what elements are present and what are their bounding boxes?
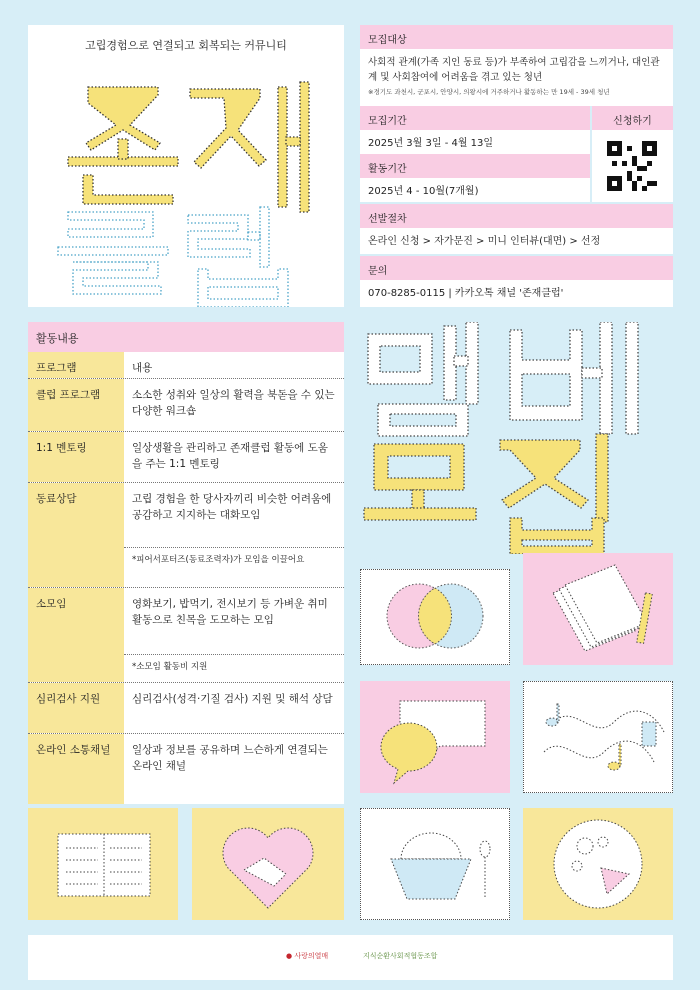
apply-label: 신청하기 [592,106,673,130]
hero-panel [28,25,344,307]
logo1-text: 사랑의열매 [294,952,329,960]
papers-pencil-icon [523,553,673,665]
tile-snacks [523,808,673,920]
tile-heart [192,808,344,920]
row-name: 1:1 멘토링 [28,432,124,482]
venn-icon [361,570,508,663]
row-desc: 영화보기, 밥먹기, 전시보기 등 가벼운 취미활동으로 친목을 도모하는 모임 [124,588,344,654]
speech-bubble-icon [360,681,510,793]
snack-plate-icon [523,808,673,920]
qr-code-icon[interactable] [607,141,657,191]
target-label: 모집대상 [360,25,673,49]
activity-period-value: 2025년 4 - 10월(7개월) [360,178,590,202]
row-name: 심리검사 지원 [28,683,124,733]
row-name: 동료상담 [28,483,124,587]
tile-venn [360,569,510,665]
row-desc: 고립 경험을 한 당사자끼리 비슷한 어려움에 공감하고 지지하는 대화모임 [124,483,344,547]
period-value: 2025년 3월 3일 - 4월 13일 [360,130,590,154]
footer [28,935,673,980]
logo-sarang [286,951,328,961]
activity-table [28,322,344,804]
apply-qr-area [592,130,673,202]
heart-handshake-icon [192,808,344,920]
target-section [360,49,673,106]
selection-value: 온라인 신청 > 자가문진 > 미니 인터뷰(대면) > 선정 [360,228,673,254]
contact-value: 070-8285-0115 | 카카오톡 채널 '존재클럽' [360,280,673,307]
member-recruit-title [360,322,673,554]
row-desc: 일상과 정보를 공유하며 느슨하게 연결되는 온라인 채널 [124,734,344,804]
contact-label: 문의 [360,256,673,280]
hero-subtitle: 고립경험으로 연결되고 회복되는 커뮤니티 [85,39,287,52]
row-name: 온라인 소통채널 [28,734,124,804]
selection-label: 선발절차 [360,204,673,228]
music-notes-icon [524,682,671,791]
tile-bowl [360,808,510,920]
target-text: 사회적 관계(가족 지인 동료 등)가 부족하여 고립감을 느끼거나, 대인관계 및 사회참여에 어려움을 겪고 있는 청년 [368,57,660,84]
target-note: ※경기도 과천시, 군포시, 안양시, 의왕시에 거주하거나 활동하는 만 19세 - 39세 청년 [368,88,610,97]
row-name: 클럽 프로그램 [28,379,124,431]
period-label: 모집기간 [360,106,590,130]
fruit-logo-icon: ● [286,952,293,960]
period-block [360,106,673,202]
activity-period-label: 활동기간 [360,154,590,178]
row-name: 소모임 [28,588,124,682]
tile-music [523,681,673,793]
row-desc: 소소한 성취와 일상의 활력을 북돋을 수 있는 다양한 워크숍 [124,379,344,431]
tile-papers [523,553,673,665]
tile-book [28,808,178,920]
hero-title-graphic [28,57,344,307]
activity-heading: 활동내용 [28,322,344,352]
row-desc: 심리검사(성격·기질 검사) 지원 및 해석 상담 [124,683,344,733]
col-program-header: 프로그램 [28,352,124,378]
rice-bowl-icon [361,809,508,918]
tile-speech [360,681,510,793]
row-desc: 일상생활을 관리하고 존재클럽 활동에 도움을 주는 1:1 멘토링 [124,432,344,482]
open-book-icon [28,808,178,920]
col-content-header: 내용 [124,352,344,378]
logo-cooperative: 지식순환사회적협동조합 [363,952,438,960]
row-note: *피어서포터즈(동료조력자)가 모임을 이끌어요 [124,548,344,587]
row-note: *소모임 활동비 지원 [124,655,344,682]
